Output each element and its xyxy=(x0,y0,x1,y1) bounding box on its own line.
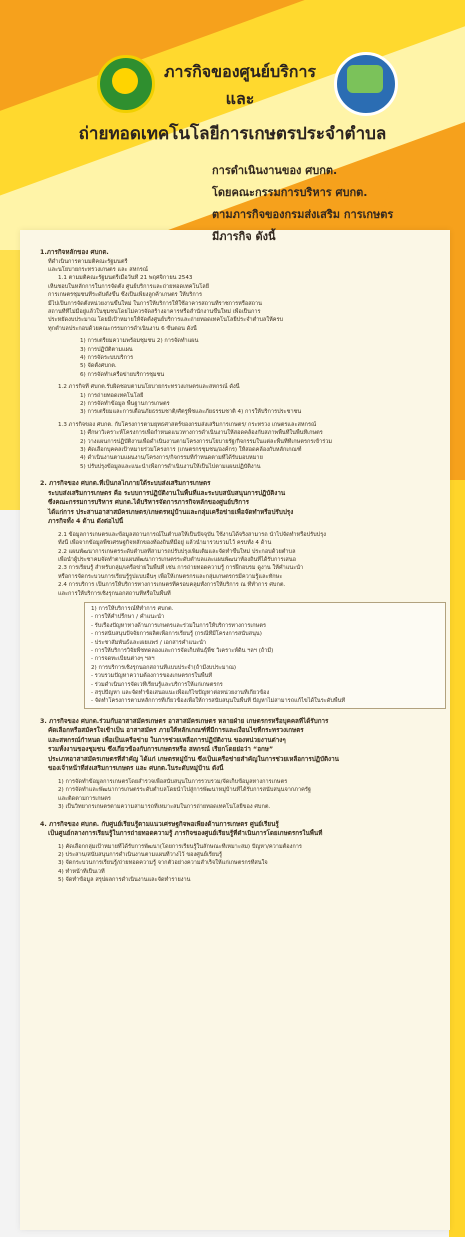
subsection-line: เพื่อนำผู้ประชาคมจัดทำตามแผนพัฒนาการเกษตรระดับตำบลและแผนพัฒนาท้องถิ่นที่ได้รับการเสนอ xyxy=(58,556,297,563)
list-item: 3) การปฏิบัติตามแผน xyxy=(80,346,133,353)
list-item: 5) จัดทำข้อมูล สรุปผลการดำเนินงานและจัดทำรายงาน xyxy=(58,877,191,884)
box-line: - สรุปปัญหา และจัดทำข้อเสนอแนะเพื่อแก้ไขปัญหาต่อหน่วยงานที่เกี่ยวข้อง xyxy=(91,690,270,697)
list-item: 3) คัดเลือกบุคคลเป้าหมายร่วมโครงการ (เกษตรกรชุมชน/องค์กร) ให้สอดคล้องกับหลักเกณฑ์ xyxy=(80,447,302,454)
list-item: 2) การจัดทำและพัฒนาการเกษตรระดับตำบลโดยนำไปสู่การพัฒนาหมู่บ้านที่ได้รับการสนับสนุนจากภาครัฐ xyxy=(58,787,311,794)
text-line: มีไปเป็นการจัดตั้งหน่วยงานขึ้นใหม่ ในการให้บริการให้ใช้อาคารสถานที่ราชการหรือสถาน xyxy=(48,300,262,307)
text-line: ระบบส่งเสริมการเกษตร คือ ระบบการปฏิบัติงานในพื้นที่และระบบสนับสนุนการปฏิบัติงาน xyxy=(48,489,286,497)
text-line: 1.1 ตามมติคณะรัฐมนตรีเมื่อวันที่ 21 พฤศจิกายน 2543 xyxy=(58,275,193,282)
subsection-line: ทั้งนี้ เพื่อจากข้อมูลพืชเศรษฐกิจหลักของท้องถิ่นที่มีอยู่ แล้วนำมารวบรวมไว้ ครบทั้ง 4 ด้าน xyxy=(58,540,272,547)
list-item: 4) การจัดระบบบริการ xyxy=(80,354,134,361)
text-line: ที่ดำเนินการตามมติคณะรัฐมนตรี xyxy=(48,258,128,265)
list-item: 3) จัดกระบวนการเรียนรู้/ถ่ายทอดความรู้ จากตัวอย่างความสำเร็จให้แก่เกษตรกรที่สนใจ xyxy=(58,860,268,867)
box-line: 2) การบริการเชิงรุกนอกสถานที่แบบประจำ(ถ้ามีงบประมาณ) xyxy=(91,664,237,671)
text-line: เป็นศูนย์กลางการเรียนรู้ในการถ่ายทอดความรู้ ภารกิจของศูนย์เรียนรู้ที่ดำเนินการโดยเกษตรกรในพื้นที่ xyxy=(48,830,323,837)
title-line-3: ถ่ายทอดเทคโนโลยีการเกษตรประจำตำบล xyxy=(78,124,387,144)
subsection-heading: 1.3 ภารกิจของ ศบกต. กับโครงการตามยุทธศาสตร์ของกรมส่งเสริมการเกษตร/ กระทรวง เกษตรและสหกรณ์ xyxy=(58,421,317,428)
text-line: รวมทั้งงานของชุมชน ซึ่งเกี่ยวข้องกับการเกษตรหรือ สหกรณ์ เรียกโดยย่อว่า “อกษ” xyxy=(48,746,274,754)
text-line: คัดเลือกหรือสมัครใจเข้าเป็น อาสาสมัคร ภายใต้หลักเกณฑ์ที่มีการและเงื่อนไขที่กระทรวงเกษตร xyxy=(48,727,304,735)
text-line: ประเภทอาสาสมัครเกษตรที่สำคัญ ได้แก่ เกษตรหมู่บ้าน ซึ่งเป็นเครือข่ายสำคัญในการช่วยเหลือการปฏิบัติงาน xyxy=(48,755,339,763)
list-item: 2) วางแผนการปฏิบัติงานเพื่อดำเนินงานตามโครงการนโยบายรัฐ/กิจกรรมในแต่ละพื้นที่ที่เกษตรกรเข้าร่วม xyxy=(80,438,333,445)
department-logo-icon xyxy=(97,55,155,113)
section3-heading: 3. ภารกิจของ ศบกต.ร่วมกับอาสาสมัครเกษตร อาสาสมัครเกษตร หลายฝ่าย เกษตรกรหรือบุคคลที่ได้รับการ xyxy=(40,717,329,725)
box-line: - จัดทำโครงการตามหลักการที่เกี่ยวข้องเพื่อให้การสนับสนุนในพื้นที่ ปัญหาไม่สามารถแก้ไขได้ในระดับพื้นที่ xyxy=(91,698,346,705)
list-item: 6) การจัดทำเครือข่ายบริการชุมชน xyxy=(80,371,165,378)
intro-line: โดยคณะกรรมการบริหาร ศบกต. xyxy=(212,186,368,199)
subsection-heading: 1.2 ภารกิจที่ ศบกต.รับผิดชอบตามนโยบายกระทรวงเกษตรและสหกรณ์ ดังนี้ xyxy=(58,384,240,391)
subsection-line: 2.4 การบริการ เป็นการให้บริการทางการเกษตรที่ครอบคลุมทั้งการให้บริการ ณ ที่ทำการ ศบกต. xyxy=(58,582,286,589)
box-line: - การจดทะเบียนต่างๆ ฯลฯ xyxy=(91,656,155,663)
title-line-2: และ xyxy=(225,89,255,108)
box-line: 1) การให้บริการณ์ที่ทำการ ศบกต. xyxy=(91,606,174,612)
section1-heading: 1.ภารกิจหลักของ ศบกต. xyxy=(40,249,109,256)
title-line-1: ภารกิจของศูนย์บริการ xyxy=(163,62,317,81)
list-item: 2) ประสาน/สนับสนุนการดำเนินงานตามแผนที่วางไว้ ของศูนย์เรียนรู้ xyxy=(58,851,222,858)
intro-line: มีภารกิจ ดังนี้ xyxy=(212,230,276,243)
box-line: - การสนับสนุนปัจจัยการผลิตเพื่อการเรียนรู้ (กรณีที่มีโครงการสนับสนุน) xyxy=(91,631,262,638)
list-item: 1) ศึกษาวิเคราะห์โครงการเพื่อกำหนดแนวทางการดำเนินงานให้สอดคล้องกับสภาพพื้นที่ในพื้นที่เกษตร xyxy=(80,430,323,437)
text-line: ภารกิจทั้ง 4 ด้าน ดังต่อไปนี้ xyxy=(48,518,124,526)
center-logo-icon xyxy=(334,52,398,116)
subsection-line: หรือการจัดกระบวนการเรียนรู้รูปแบบอื่นๆ เพื่อให้เกษตรกรและกลุ่มเกษตรกรมีความรู้และทักษะ xyxy=(58,573,283,580)
list-item: 4) ทำหน้าที่เป็นเวที xyxy=(58,868,105,875)
box-line: - การให้บริการวิจัยพืชทดลองและการจัดเก็บพันธุ์พืช วิเคราะห์ดิน ฯลฯ (ถ้ามี) xyxy=(91,648,274,655)
list-item: 5) จัดตั้งศบกต. xyxy=(80,363,117,370)
text-line: เห็นชอบในหลักการในการจัดตั้ง ศูนย์บริการและถ่ายทอดเทคโนโลยี xyxy=(48,283,210,290)
box-line: - การให้คำปรึกษา / คำแนะนำ xyxy=(91,614,165,621)
list-item: 2) การจัดทำข้อมูล พื้นฐานการเกษตร xyxy=(80,401,170,407)
list-item: และติดตามการเกษตร xyxy=(58,795,111,802)
background-band-yellow-right xyxy=(449,480,465,1237)
box-line: - ประชาสัมพันธ์และเผยแพร่ / เอกสารคำแนะนำ xyxy=(91,639,207,646)
text-line: และนโยบายกระทรวงเกษตร และ สหกรณ์ xyxy=(48,266,148,273)
list-item: 1) การเตรียมความพร้อมชุมชน 2) การจัดทำแผน xyxy=(80,338,199,345)
list-item: 3) เป็นวิทยากรเกษตรตามความสามารถที่เหมาะสมในการถ่ายทอดเทคโนโลยีของ ศบกต. xyxy=(58,804,271,811)
box-line: - รับเรื่องปัญหาทางด้านการเกษตรและร่วมในการให้บริการทางการเกษตร xyxy=(91,622,266,629)
subsection-line: 2.1 ข้อมูลการเกษตรและข้อมูลสถานการณ์ในตำบลให้เป็นปัจจุบัน ใช้งานได้จริงสามารถ นำไปจัดทำหรือปรับปรุง xyxy=(58,531,326,538)
text-line: สถานที่ที่ไม่มีอยู่แล้วในชุมชนโดยไม่ควรจัดสร้างอาคารหรือสำนักงานขึ้นใหม่ เพื่อเป็นการ xyxy=(48,308,261,315)
text-line: ได้แก่การ ประสานอาสาสมัครเกษตร/เกษตรหมู่บ้านและกลุ่มเครือข่ายเพื่อจัดทำหรือปรับปรุง xyxy=(48,508,294,516)
box-line: - ร่วมดำเนินการจัดเวทีเรียนรู้และบริการให้แก่เกษตรกร xyxy=(91,681,223,688)
subsection-line: 2.2 แผนพัฒนาการเกษตรระดับตำบลที่สามารถปรับปรุงเพิ่มเติมและจัดทำขึ้นใหม่ ประกอบด้วยตำบล xyxy=(58,548,296,555)
text-line: และสหกรณ์กำหนด เพื่อเป็นเครือข่าย ในการช่วยเหลือการปฏิบัติงาน ของหน่วยงานต่างๆ xyxy=(48,736,286,744)
intro-line: การดำเนินงานของ ศบกต. xyxy=(212,164,338,177)
intro-line: ตามภารกิจของกรมส่งเสริม การเกษตร xyxy=(212,208,394,221)
box-line: - รวบรวมปัญหาความต้องการของเกษตรกรในพื้นที่ xyxy=(91,673,213,680)
services-box xyxy=(84,602,446,709)
list-item: 3) การเตรียมและการเตือนภัยธรรมชาติ/ศัตรูพืชและภัยธรรมชาติ 4) การให้บริการประชาชน xyxy=(80,409,302,416)
list-item: 1) การถ่ายทอดเทคโนโลยี xyxy=(80,392,144,399)
section4-heading: 4. ภารกิจของ ศบกต. กับศูนย์เรียนรู้ตามแนวเศรษฐกิจพอเพียงด้านการเกษตร ศูนย์เรียนรู้ xyxy=(40,820,279,828)
text-line: ประหยัดงบประมาณ โดยมีเป้าหมายให้จัดตั้งศูนย์บริการและถ่ายทอดเทคโนโลยีประจำตำบลให้ครบ xyxy=(48,317,284,324)
intro-block xyxy=(212,160,462,248)
text-line: การเกษตรชุมชนที่ระดับตั้งขึ้น ซึ่งเป็นเพียงลูกค้าเกษตร ให้บริการ xyxy=(48,292,202,299)
header-title xyxy=(150,62,330,112)
main-content xyxy=(40,248,450,885)
list-item: 1) การจัดทำข้อมูลการเกษตรโดยสำรวจเพื่อสนับสนุนในการรวบรวม/จัดเก็บข้อมูลทางการเกษตร xyxy=(58,778,288,785)
list-item: 5) ปรับปรุงข้อมูลและแนะนำเพื่อการดำเนินงานให้เป็นไปตามแผนปฏิบัติงาน xyxy=(80,463,261,470)
subsection-line: 2.3 การเรียนรู้ สำหรับกลุ่ม/เครือข่ายในพื้นที่ เช่น การถ่ายทอดความรู้ การฝึกอบรม ดูงาน ให้คำแนะนำ xyxy=(58,565,304,572)
subsection-line: และการให้บริการเชิงรุกนอกสถานที่หรือในพื้นที่ xyxy=(58,590,171,597)
list-item: 4) ดำเนินงานตามแผนงาน/โครงการ/กิจกรรมที่กำหนดตามที่ได้รับมอบหมาย xyxy=(80,455,263,462)
list-item: 1) คัดเลือกกลุ่มเป้าหมายที่ได้รับการพัฒนา(โดยการเรียนรู้ในลักษณะที่เหมาะสม) ปัญหา/ความต้องการ xyxy=(58,843,302,850)
text-line: ทุกตำบลประกอบด้วยคณะกรรมการดำเนินงาน 6 ขั้นตอน ดังนี้ xyxy=(48,325,197,332)
text-line: ซึ่งคณะกรรมการบริหาร ศบกต.ได้บริหารจัดการภารกิจหลักของศูนย์บริการ xyxy=(48,499,250,507)
section2-heading: 2. ภารกิจของ ศบกต.ที่เป็นกลไกภายใต้ระบบส่งเสริมการเกษตร xyxy=(40,480,211,488)
text-line: ของเจ้าหน้าที่ส่งเสริมการเกษตร และ ศบกต.ในระดับหมู่บ้าน ดังนี้ xyxy=(48,765,224,773)
